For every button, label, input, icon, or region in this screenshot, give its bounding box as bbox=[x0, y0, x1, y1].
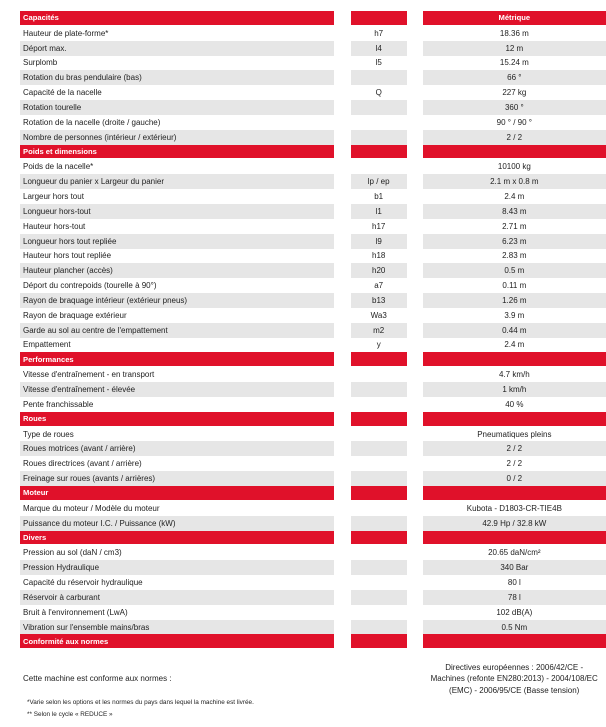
row-symbol: h20 bbox=[351, 263, 407, 278]
table-row bbox=[0, 516, 606, 531]
row-value: 6.23 m bbox=[423, 234, 606, 249]
row-label: Capacité du réservoir hydraulique bbox=[23, 577, 143, 587]
table-row bbox=[0, 26, 606, 41]
table-row bbox=[0, 263, 606, 278]
row-label: Déport max. bbox=[20, 41, 334, 56]
row-label: Rayon de braquage extérieur bbox=[23, 310, 127, 320]
section-unit-title bbox=[423, 531, 606, 546]
row-symbol: l4 bbox=[351, 41, 407, 56]
row-value: 2 / 2 bbox=[506, 459, 523, 469]
row-label: Puissance du moteur I.C. / Puissance (kW) bbox=[20, 516, 334, 531]
table-row bbox=[0, 441, 606, 456]
row-label: Longueur hors-tout bbox=[20, 204, 334, 219]
row-value: 340 Bar bbox=[423, 560, 606, 575]
row-label: Rotation tourelle bbox=[20, 100, 334, 115]
row-label: Hauteur de plate-forme* bbox=[23, 28, 109, 38]
table-row bbox=[0, 204, 606, 219]
section-unit-title bbox=[423, 145, 606, 160]
row-symbol: l9 bbox=[351, 234, 407, 249]
row-label: Nombre de personnes (intérieur / extérieur) bbox=[20, 130, 334, 145]
section-symbol-cell bbox=[351, 486, 407, 501]
section-symbol-cell bbox=[351, 531, 407, 546]
table-row bbox=[0, 278, 606, 293]
section-header bbox=[0, 531, 606, 546]
row-value: 2.71 m bbox=[502, 221, 527, 231]
row-value: Directives européennes : 2006/42/CE - Machines (refonte EN280:2013) - 2004/108/EC (EMC) - 2006/95/CE (Basse tension) bbox=[430, 662, 598, 695]
row-label: Vibration sur l'ensemble mains/bras bbox=[20, 620, 334, 635]
section-unit-title bbox=[423, 412, 606, 427]
row-symbol: b1 bbox=[374, 192, 384, 202]
row-symbol bbox=[351, 115, 407, 130]
section-header bbox=[0, 634, 606, 649]
section-header bbox=[0, 486, 606, 501]
row-value: 0.5 Nm bbox=[423, 620, 606, 635]
table-row bbox=[0, 189, 606, 204]
row-value: 2.83 m bbox=[502, 251, 527, 261]
row-symbol bbox=[351, 516, 407, 531]
row-symbol: h7 bbox=[374, 28, 384, 38]
row-label: Marque du moteur / Modèle du moteur bbox=[23, 503, 160, 513]
row-label: Vitesse d'entraînement - en transport bbox=[23, 370, 155, 380]
table-row bbox=[0, 174, 606, 189]
section-header bbox=[0, 145, 606, 160]
row-label: Poids de la nacelle* bbox=[23, 162, 94, 172]
row-label: Pente franchissable bbox=[23, 399, 94, 409]
section-unit-title bbox=[423, 486, 606, 501]
row-symbol bbox=[350, 649, 406, 708]
row-value: 0.5 m bbox=[423, 263, 606, 278]
section-unit-title bbox=[423, 352, 606, 367]
row-symbol bbox=[351, 70, 407, 85]
row-symbol bbox=[351, 590, 407, 605]
row-value: 2.1 m x 0.8 m bbox=[423, 174, 606, 189]
row-label: Pression Hydraulique bbox=[20, 560, 334, 575]
row-symbol: Q bbox=[375, 88, 382, 98]
row-symbol bbox=[351, 397, 407, 412]
row-value: Kubota - D1803-CR-TIE4B bbox=[466, 503, 562, 513]
row-symbol bbox=[351, 441, 407, 456]
row-symbol bbox=[351, 427, 407, 442]
row-value: 4.7 km/h bbox=[498, 370, 530, 380]
table-row bbox=[0, 397, 606, 412]
row-symbol: h18 bbox=[372, 251, 386, 261]
table-row bbox=[0, 560, 606, 575]
row-symbol bbox=[351, 382, 407, 397]
row-symbol: a7 bbox=[374, 281, 384, 291]
row-label: Déport du contrepoids (tourelle à 90°) bbox=[23, 281, 157, 291]
spec-table bbox=[0, 11, 606, 708]
row-value: Pneumatiques pleins bbox=[477, 429, 552, 439]
row-symbol bbox=[351, 130, 407, 145]
row-symbol: h17 bbox=[372, 221, 386, 231]
row-value: 20.65 daN/cm² bbox=[488, 548, 541, 558]
table-row bbox=[0, 338, 606, 353]
row-value: 2.4 m bbox=[504, 192, 525, 202]
row-value: 66 ° bbox=[423, 70, 606, 85]
row-label: Rotation de la nacelle (droite / gauche) bbox=[23, 117, 161, 127]
table-row bbox=[0, 159, 606, 174]
table-row bbox=[0, 620, 606, 635]
section-symbol-cell bbox=[351, 412, 407, 427]
table-row bbox=[0, 130, 606, 145]
section-header bbox=[0, 352, 606, 367]
row-value: 3.9 m bbox=[504, 310, 525, 320]
row-value: 2 / 2 bbox=[423, 130, 606, 145]
row-symbol: lp / ep bbox=[351, 174, 407, 189]
table-row bbox=[0, 382, 606, 397]
row-label: Roues motrices (avant / arrière) bbox=[20, 441, 334, 456]
section-symbol-cell bbox=[351, 11, 407, 26]
row-label: Bruit à l'environnement (LwA) bbox=[23, 607, 128, 617]
row-value: 1.26 m bbox=[423, 293, 606, 308]
section-symbol-cell bbox=[351, 352, 407, 367]
row-label: Rotation du bras pendulaire (bas) bbox=[20, 70, 334, 85]
row-symbol bbox=[351, 159, 407, 174]
row-value: 18.36 m bbox=[499, 28, 529, 38]
row-value: 2.4 m bbox=[504, 340, 525, 350]
table-row bbox=[0, 323, 606, 338]
table-row bbox=[0, 115, 606, 130]
row-symbol bbox=[351, 605, 407, 620]
table-row bbox=[0, 219, 606, 234]
table-row bbox=[0, 545, 606, 560]
row-value: 2 / 2 bbox=[423, 441, 606, 456]
row-symbol bbox=[351, 620, 407, 635]
table-row bbox=[0, 100, 606, 115]
row-value: 0.11 m bbox=[502, 281, 527, 291]
table-row bbox=[0, 501, 606, 516]
table-row bbox=[0, 575, 606, 590]
row-symbol bbox=[351, 545, 407, 560]
row-value: 227 kg bbox=[502, 88, 527, 98]
table-row bbox=[0, 234, 606, 249]
footnotes bbox=[27, 697, 254, 721]
section-symbol-cell bbox=[351, 145, 407, 160]
table-row bbox=[0, 605, 606, 620]
table-row bbox=[0, 590, 606, 605]
row-value: 0 / 2 bbox=[423, 471, 606, 486]
table-row bbox=[0, 293, 606, 308]
table-row bbox=[0, 308, 606, 323]
row-symbol: b13 bbox=[351, 293, 407, 308]
row-label: Empattement bbox=[23, 340, 71, 350]
row-label: Longueur hors tout repliée bbox=[20, 234, 334, 249]
row-symbol bbox=[351, 501, 407, 516]
table-row bbox=[0, 471, 606, 486]
row-symbol bbox=[351, 560, 407, 575]
section-title: Poids et dimensions bbox=[20, 145, 334, 160]
row-label: Hauteur hors-tout bbox=[23, 221, 86, 231]
footnote: ** Selon le cycle « REDUCE » bbox=[27, 711, 113, 718]
row-label: Vitesse d'entraînement - élevée bbox=[20, 382, 334, 397]
row-value: 360 ° bbox=[423, 100, 606, 115]
row-symbol: y bbox=[376, 340, 381, 350]
row-label: Type de roues bbox=[23, 429, 74, 439]
row-label: Hauteur hors tout repliée bbox=[23, 251, 112, 261]
row-value: 0.44 m bbox=[423, 323, 606, 338]
row-label: Réservoir à carburant bbox=[20, 590, 334, 605]
row-label: Longueur du panier x Largeur du panier bbox=[20, 174, 334, 189]
row-symbol bbox=[351, 456, 407, 471]
row-label: Pression au sol (daN / cm3) bbox=[23, 548, 122, 558]
row-label: Garde au sol au centre de l'empattement bbox=[20, 323, 334, 338]
row-value: 42.9 Hp / 32.8 kW bbox=[423, 516, 606, 531]
row-value: 1 km/h bbox=[423, 382, 606, 397]
table-row bbox=[0, 249, 606, 264]
row-symbol: Wa3 bbox=[370, 310, 387, 320]
table-row bbox=[0, 85, 606, 100]
row-label: Surplomb bbox=[23, 58, 58, 68]
row-label: Capacité de la nacelle bbox=[23, 88, 102, 98]
section-unit-title: Métrique bbox=[423, 11, 606, 26]
section-title: Conformité aux normes bbox=[20, 634, 334, 649]
section-header bbox=[0, 11, 606, 26]
row-symbol: m2 bbox=[351, 323, 407, 338]
footnote: *Varie selon les options et les normes du pays dans lequel la machine est livrée. bbox=[27, 699, 254, 706]
table-row bbox=[0, 70, 606, 85]
table-row bbox=[0, 456, 606, 471]
row-value: 8.43 m bbox=[423, 204, 606, 219]
row-label: Hauteur plancher (accès) bbox=[20, 263, 334, 278]
row-label: Roues directrices (avant / arrière) bbox=[23, 459, 142, 469]
table-row bbox=[0, 367, 606, 382]
row-symbol bbox=[351, 471, 407, 486]
row-value: 80 l bbox=[507, 577, 521, 587]
section-symbol-cell bbox=[351, 634, 407, 649]
row-symbol: l5 bbox=[375, 58, 382, 68]
section-title: Performances bbox=[20, 352, 334, 367]
table-row bbox=[0, 427, 606, 442]
row-symbol: l1 bbox=[351, 204, 407, 219]
section-title: Roues bbox=[20, 412, 334, 427]
section-title: Divers bbox=[20, 531, 334, 546]
row-value: 102 dB(A) bbox=[496, 607, 533, 617]
row-symbol bbox=[351, 575, 407, 590]
table-row bbox=[0, 41, 606, 56]
row-value: 15.24 m bbox=[499, 58, 529, 68]
row-label: Largeur hors tout bbox=[23, 192, 84, 202]
row-label: Rayon de braquage intérieur (extérieur pneus) bbox=[20, 293, 334, 308]
row-value: 40 % bbox=[505, 399, 524, 409]
row-value: 78 l bbox=[423, 590, 606, 605]
row-symbol bbox=[351, 100, 407, 115]
section-unit-title bbox=[423, 634, 606, 649]
row-symbol bbox=[351, 367, 407, 382]
section-header bbox=[0, 412, 606, 427]
row-label: Freinage sur roues (avants / arrières) bbox=[20, 471, 334, 486]
row-value: 90 ° / 90 ° bbox=[496, 117, 532, 127]
section-title: Moteur bbox=[20, 486, 334, 501]
section-title: Capacités bbox=[20, 11, 334, 26]
row-value: 12 m bbox=[423, 41, 606, 56]
table-row bbox=[0, 56, 606, 71]
row-label: Cette machine est conforme aux normes : bbox=[23, 674, 172, 684]
row-value: 10100 kg bbox=[497, 162, 531, 172]
